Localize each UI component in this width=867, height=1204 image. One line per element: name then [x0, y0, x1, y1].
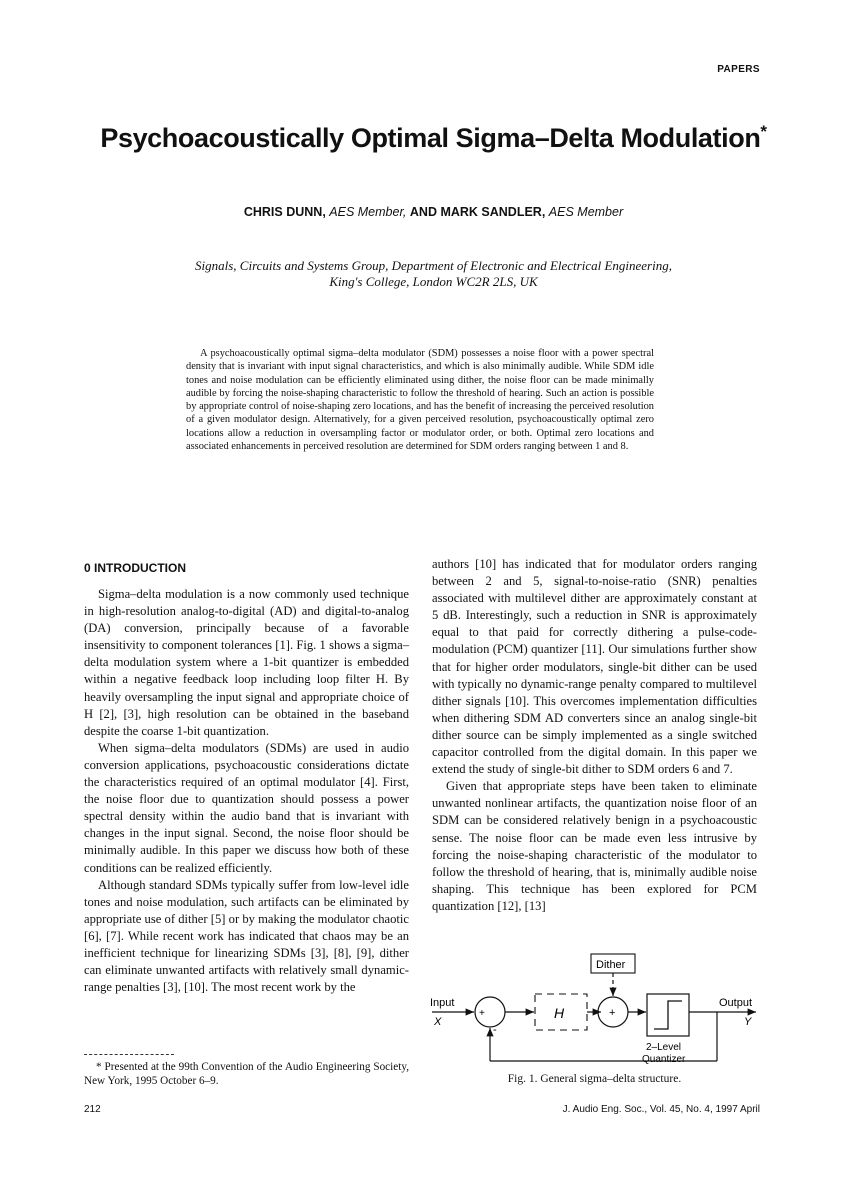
paper-title — [0, 122, 867, 154]
quantizer-label-line-1: 2–Level — [646, 1042, 682, 1053]
affiliation-line-1: Signals, Circuits and Systems Group, Department of Electronic and Electrical Engineering, — [195, 258, 672, 273]
input-variable: X — [434, 1016, 442, 1028]
paragraph: When sigma–delta modulators (SDMs) are used in audio conversion applications, psychoacoustic considerations dictate the characteristics required of an optimal modulator [4]. First, the noise floor due to quantization should possess a power spectral density within the audio band that is invariant with changes in the input signal. Second, the noise floor should be minimally audible. In this paper we discuss how both of these conditions can be realized efficiently. — [84, 740, 409, 875]
dither-label: Dither — [596, 959, 626, 971]
figure-caption: Fig. 1. General sigma–delta structure. — [507, 1073, 682, 1085]
output-label: Output — [719, 997, 753, 1009]
affiliation — [0, 258, 867, 290]
affiliation-line-2: King's College, London WC2R 2LS, UK — [329, 274, 538, 289]
journal-citation: J. Audio Eng. Soc., Vol. 45, No. 4, 1997 April — [562, 1104, 760, 1115]
quantizer-step-icon — [654, 1001, 682, 1029]
footnote-rule — [84, 1054, 174, 1055]
section-label: PAPERS — [717, 64, 760, 75]
section-heading: 0 INTRODUCTION — [84, 561, 186, 575]
author-2-role: AES Member — [548, 205, 624, 219]
abstract: A psychoacoustically optimal sigma–delta modulator (SDM) possesses a noise floor with a power spectral density that is invariant with input signal characteristics, and which is also minimally audible. While SDM idle tones and noise modulation can be efficiently eliminated using dither, the noise floor can be made minimally audible by forcing the noise-shaping characteristic to follow the threshold of hearing. Such an action is possible by appropriate control of noise-shaping zero locations, and has the benefit of increasing the perceived resolution of a given modulator design. Alternatively, for a given perceived resolution, psychoacoustically optimal zero locations allow a reduction in oversampling factor or modulator order, or both. Optimal zero locations and associated enhancements in perceived resolution are determined for SDM orders ranging between 1 and 8. — [186, 348, 654, 453]
footnote: * Presented at the 99th Convention of the Audio Engineering Society, New York, 1995 October 6–9. — [84, 1061, 409, 1087]
quantizer-label-line-2: Quantizer — [642, 1054, 686, 1065]
right-column — [432, 556, 757, 915]
paragraph: authors [10] has indicated that for modulator orders ranging between 2 and 5, signal-to-noise-ratio (SNR) penalties associated with multilevel dither are approximately constant at 5 dB. Interestingly, such a reduction in SNR is approximately equal to that paid for correctly dithering a pulse-code-modulation (PCM) quantizer [11]. Our simulations further show that for higher order modulators, single-bit dither can be used with typically no dynamic-range penalty compared to multilevel dither signals [10]. This overcomes implementation difficulties when dithering SDM AD converters since an analog single-bit dither source can be simply implemented as a single switched capacitor controlled from the digital domain. In this paper we extend the study of single-bit dither to SDM orders 6 and 7. — [432, 557, 757, 777]
dither-plus-sign: + — [609, 1007, 616, 1019]
block-diagram — [428, 945, 760, 1070]
author-2: AND MARK SANDLER, — [409, 205, 546, 219]
paragraph: Although standard SDMs typically suffer from low-level idle tones and noise modulation, such artifacts can be eliminated by appropriate use of dither [5] or by making the modulator chaotic [6], [7]. While recent work has indicated that chaos may be an inefficient technique for linearizing SDMs [3], [8], [9], dither can eliminate unwanted artifacts with relatively small dynamic-range penalties [3], [10]. The most recent work by the — [84, 877, 409, 995]
minus-sign: - — [493, 1024, 497, 1036]
title-footnote-marker: * — [760, 122, 767, 141]
loop-filter-label: H — [554, 1005, 565, 1021]
plus-sign: + — [479, 1008, 485, 1019]
author-1-role: AES Member, — [329, 205, 407, 219]
left-column — [84, 586, 409, 996]
paragraph: Sigma–delta modulation is a now commonly used technique in high-resolution analog-to-digital (AD) and digital-to-analog (DA) conversion, principally because of a favorable insensitivity to component tolerances [1]. Fig. 1 shows a sigma–delta modulation system where a 1-bit quantizer is embedded within a negative feedback loop including loop filter H. By heavily oversampling the input signal and appropriate choice of H [2], [3], high resolution can be obtained in the baseband despite the coarse 1-bit quantization. — [84, 587, 409, 738]
author-line — [0, 205, 867, 219]
paragraph: Given that appropriate steps have been taken to eliminate unwanted nonlinear artifacts, the quantization noise floor of an SDM can be considered relatively benign in a psychoacoustic sense. The noise floor can be made even less intrusive by forcing the noise-shaping characteristic of the modulator to follow the threshold of hearing, that is, minimally audible noise shaping. This technique has been explored for PCM quantization [12], [13] — [432, 779, 757, 913]
page-number: 212 — [84, 1104, 101, 1115]
input-label: Input — [430, 997, 455, 1009]
title-text: Psychoacoustically Optimal Sigma–Delta Modulation — [100, 123, 761, 153]
output-variable: Y — [744, 1016, 752, 1028]
author-1: CHRIS DUNN, — [243, 205, 326, 219]
